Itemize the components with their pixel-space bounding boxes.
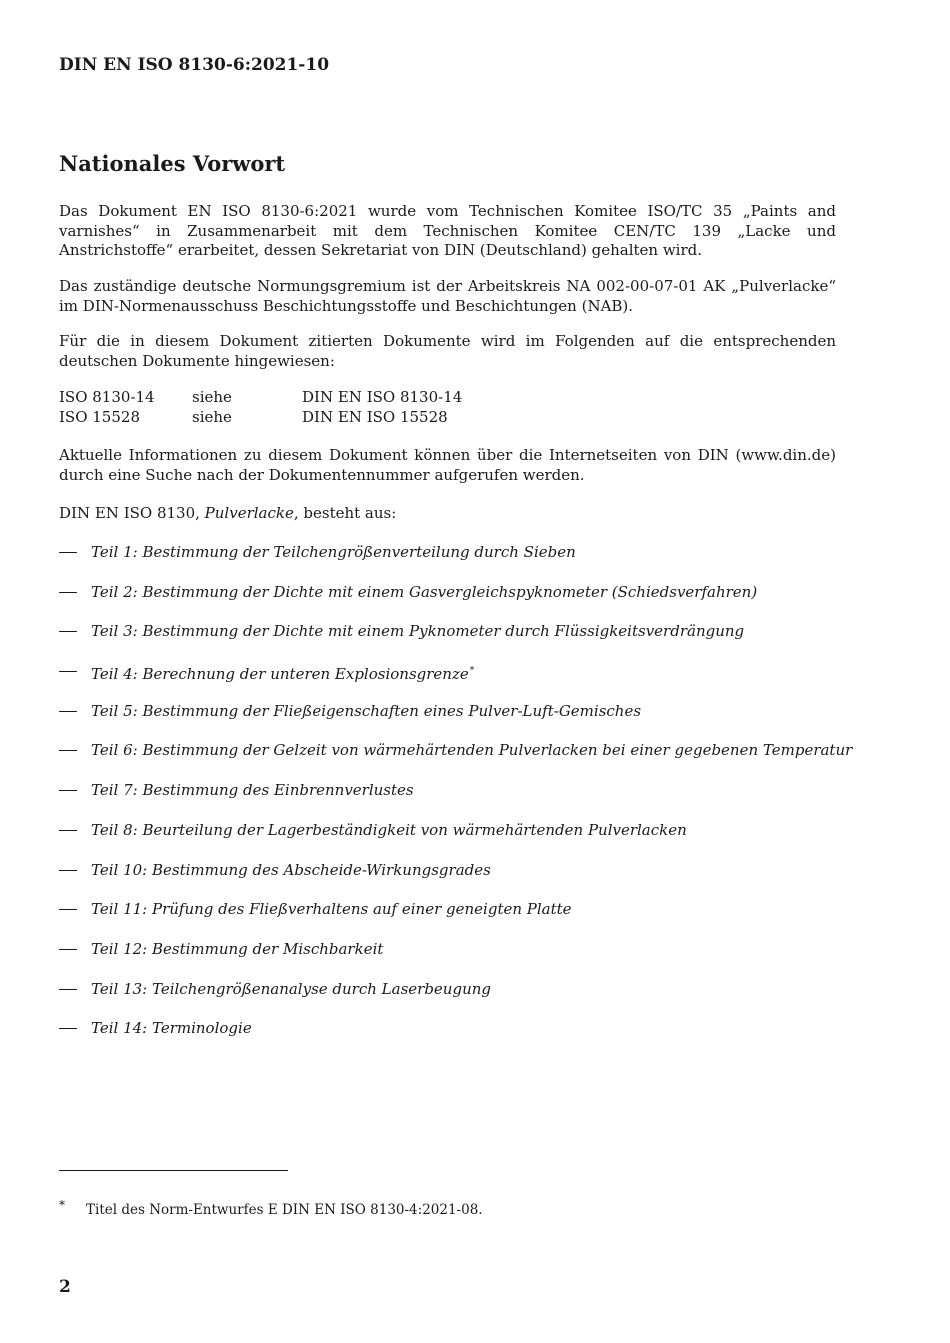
part-title: Teil 5: Bestimmung der Fließeigenschaften eines Pulver-Luft-Gemisches [91,701,642,720]
part-title-with-footnote [91,661,474,684]
paragraph-references-intro: Für die in diesem Dokument zitierten Dokumente wird im Folgenden auf die entsprechenden deutschen Dokumente hingewiesen: [59,332,836,370]
dash-bullet [59,552,77,553]
dash-bullet [59,870,77,871]
paragraph-series-intro [59,504,836,524]
part-title: Teil 8: Beurteilung der Lagerbeständigkeit von wärmehärtenden Pulverlacken [91,820,687,839]
reference-din: DIN EN ISO 15528 [302,408,448,426]
dash-bullet [59,1028,77,1029]
reference-iso: ISO 15528 [59,408,140,426]
paragraph-online-info: Aktuelle Informationen zu diesem Dokument können über die Internetseiten von DIN (www.din.de) durch eine Suche nach der Dokumentennummer aufgerufen werden. [59,446,836,484]
footnote-text: Titel des Norm-Entwurfes E DIN EN ISO 8130-4:2021-08. [86,1202,483,1218]
document-header: DIN EN ISO 8130-6:2021-10 [59,55,330,75]
reference-din: DIN EN ISO 8130-14 [302,388,463,406]
part-title: Teil 2: Bestimmung der Dichte mit einem Gasvergleichspyknometer (Schiedsverfahren) [91,582,758,601]
part-title: Teil 3: Bestimmung der Dichte mit einem Pyknometer durch Flüssigkeitsverdrängung [91,622,745,641]
part-title: Teil 7: Bestimmung des Einbrennverlustes [91,781,414,800]
reference-relation: siehe [192,388,232,406]
dash-bullet [59,949,77,950]
part-title: Teil 12: Bestimmung der Mischbarkeit [91,939,384,958]
part-title: Teil 10: Bestimmung des Abscheide-Wirkungsgrades [91,860,491,879]
series-intro-suffix: , besteht aus: [293,504,397,522]
reference-iso: ISO 8130-14 [59,388,155,406]
part-title: Teil 11: Prüfung des Fließverhaltens auf einer geneigten Platte [91,900,572,919]
part-title: Teil 13: Teilchengrößenanalyse durch Laserbeugung [91,979,491,998]
series-title: Pulverlacke [204,504,294,522]
footnote-reference[interactable]: * [469,666,475,677]
dash-bullet [59,790,77,791]
dash-bullet [59,711,77,712]
footnote-divider [59,1170,288,1171]
part-title: Teil 4: Berechnung der unteren Explosionsgrenze [91,665,469,684]
section-title: Nationales Vorwort [59,151,286,176]
dash-bullet [59,750,77,751]
paragraph-committee: Das Dokument EN ISO 8130-6:2021 wurde vom Technischen Komitee ISO/TC 35 „Paints and varnishes“ in Zusammenarbeit mit dem Technischen Komitee CEN/TC 139 „Lacke und Anstrichstoffe“ erarbeitet, dessen Sekretariat von DIN (Deutschland) gehalten wird. [59,202,836,260]
dash-bullet [59,631,77,632]
dash-bullet [59,909,77,910]
page-number: 2 [59,1277,71,1297]
dash-bullet [59,592,77,593]
part-title: Teil 1: Bestimmung der Teilchengrößenverteilung durch Sieben [91,543,576,561]
footnote-mark: * [59,1198,65,1212]
series-intro-prefix: DIN EN ISO 8130, [59,504,205,522]
paragraph-working-group: Das zuständige deutsche Normungsgremium ist der Arbeitskreis NA 002-00-07-01 AK „Pulverlacke“ im DIN-Normenausschuss Beschichtungsstoffe und Beschichtungen (NAB). [59,277,836,315]
dash-bullet [59,671,77,672]
dash-bullet [59,989,77,990]
dash-bullet [59,830,77,831]
part-title: Teil 14: Terminologie [91,1019,252,1038]
part-title: Teil 6: Bestimmung der Gelzeit von wärmehärtenden Pulverlacken bei einer gegebenen Temperatur [91,741,853,760]
reference-relation: siehe [192,408,232,426]
